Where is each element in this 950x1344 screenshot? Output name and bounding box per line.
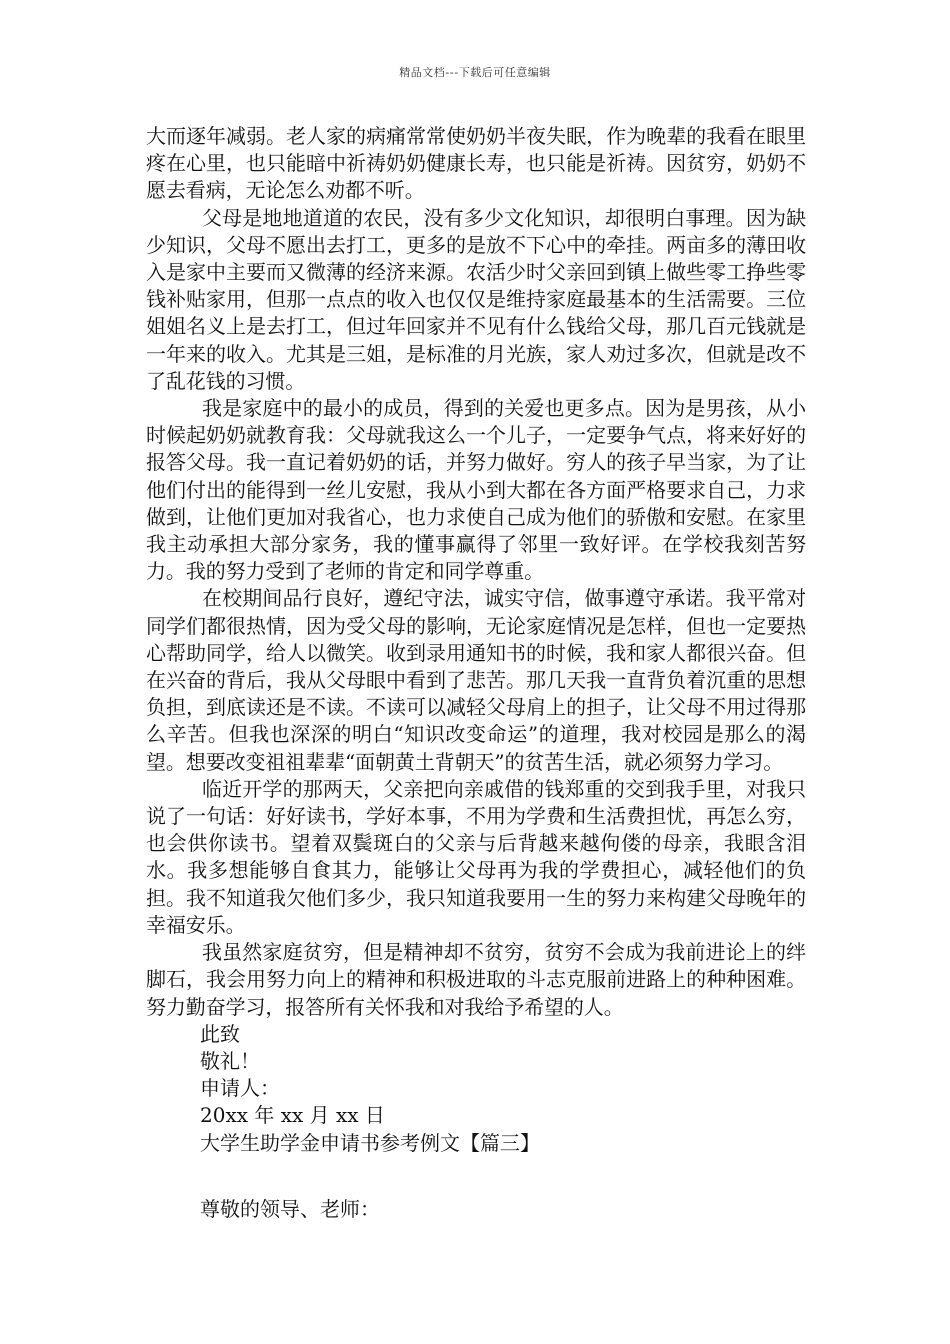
paragraph-6: 我虽然家庭贫穷，但是精神却不贫穷，贫穷不会成为我前进论上的绊脚石，我会用努力向上的精神和积极进取的斗志克服前进路上的种种困难。努力勤奋学习，报答所有关怀我和对我给予希望的人。	[146, 940, 806, 1019]
paragraph-3: 我是家庭中的最小的成员，得到的关爱也更多点。因为是男孩，从小时候起奶奶就教育我：父母就我这么一个儿子，一定要争气点，将来好好的报答父母。我一直记着奶奶的话，并努力做好。穷人的孩子早当家，为了让他们付出的能得到一丝儿安慰，我从小到大都在各方面严格要求自己，力求做到，让他们更加对我省心，也力求使自己成为他们的骄傲和安慰。在家里我主动承担大部分家务，我的懂事赢得了邻里一致好评。在学校我刻苦努力。我的努力受到了老师的肯定和同学尊重。	[146, 396, 806, 584]
paragraph-4: 在校期间品行良好，遵纪守法，诚实守信，做事遵守承诺。我平常对同学们都很热情，因为受父母的影响，无论家庭情况是怎样，但也一定要热心帮助同学，给人以微笑。收到录用通知书的时候，我和家人都很兴奋。但在兴奋的背后，我从父母眼中看到了悲苦。那几天我一直背负着沉重的思想负担，到底读还是不读。不读可以减轻父母肩上的担子，让父母不用过得那么辛苦。但我也深深的明白“知识改变命运”的道理，我对校园是那么的渴望。想要改变祖祖辈辈“面朝黄土背朝天”的贫苦生活，就必须努力学习。	[146, 586, 806, 774]
document-body	[146, 123, 806, 1223]
paragraph-1: 大而逐年减弱。老人家的病痛常常使奶奶半夜失眠，作为晚辈的我看在眼里疼在心里，也只能暗中祈祷奶奶健康长寿，也只能是祈祷。因贫穷，奶奶不愿去看病，无论怎么劝都不听。	[146, 124, 806, 203]
applicant-line: 申请人：	[200, 1076, 280, 1101]
date-line: 20xx 年 xx 月 xx 日	[200, 1103, 385, 1128]
spacer	[146, 1184, 806, 1196]
blank-line	[146, 1157, 806, 1184]
closing-line: 此致	[200, 1021, 240, 1046]
next-section-title: 大学生助学金申请书参考例文【篇三】	[200, 1130, 540, 1155]
paragraph-5: 临近开学的那两天，父亲把向亲戚借的钱郑重的交到我手里，对我只说了一句话：好好读书，学好本事，不用为学费和生活费担忧，再怎么穷，也会供你读书。望着双鬓斑白的父亲与后背越来越佝偻的母亲，我眼含泪水。我多想能够自食其力，能够让父母再为我的学费担心，减轻他们的负担。我不知道我欠他们多少，我只知道我要用一生的努力来构建父母晚年的幸福安乐。	[146, 776, 806, 937]
page-header: 精品文档---下载后可任意编辑	[399, 66, 551, 79]
paragraph-2: 父母是地地道道的农民，没有多少文化知识，却很明白事理。因为缺少知识，父母不愿出去打工，更多的是放不下心中的牵挂。两亩多的薄田收入是家中主要而又微薄的经济来源。农活少时父亲回到镇上做些零工挣些零钱补贴家用，但那一点点的收入也仅仅是维持家庭最基本的生活需要。三位姐姐名义上是去打工，但过年回家并不见有什么钱给父母，那几百元钱就是一年来的收入。尤其是三姐，是标准的月光族，家人劝过多次，但就是改不了乱花钱的习惯。	[146, 205, 806, 393]
greeting-line: 尊敬的领导、老师：	[200, 1196, 380, 1221]
salute-line: 敬礼！	[200, 1048, 260, 1073]
